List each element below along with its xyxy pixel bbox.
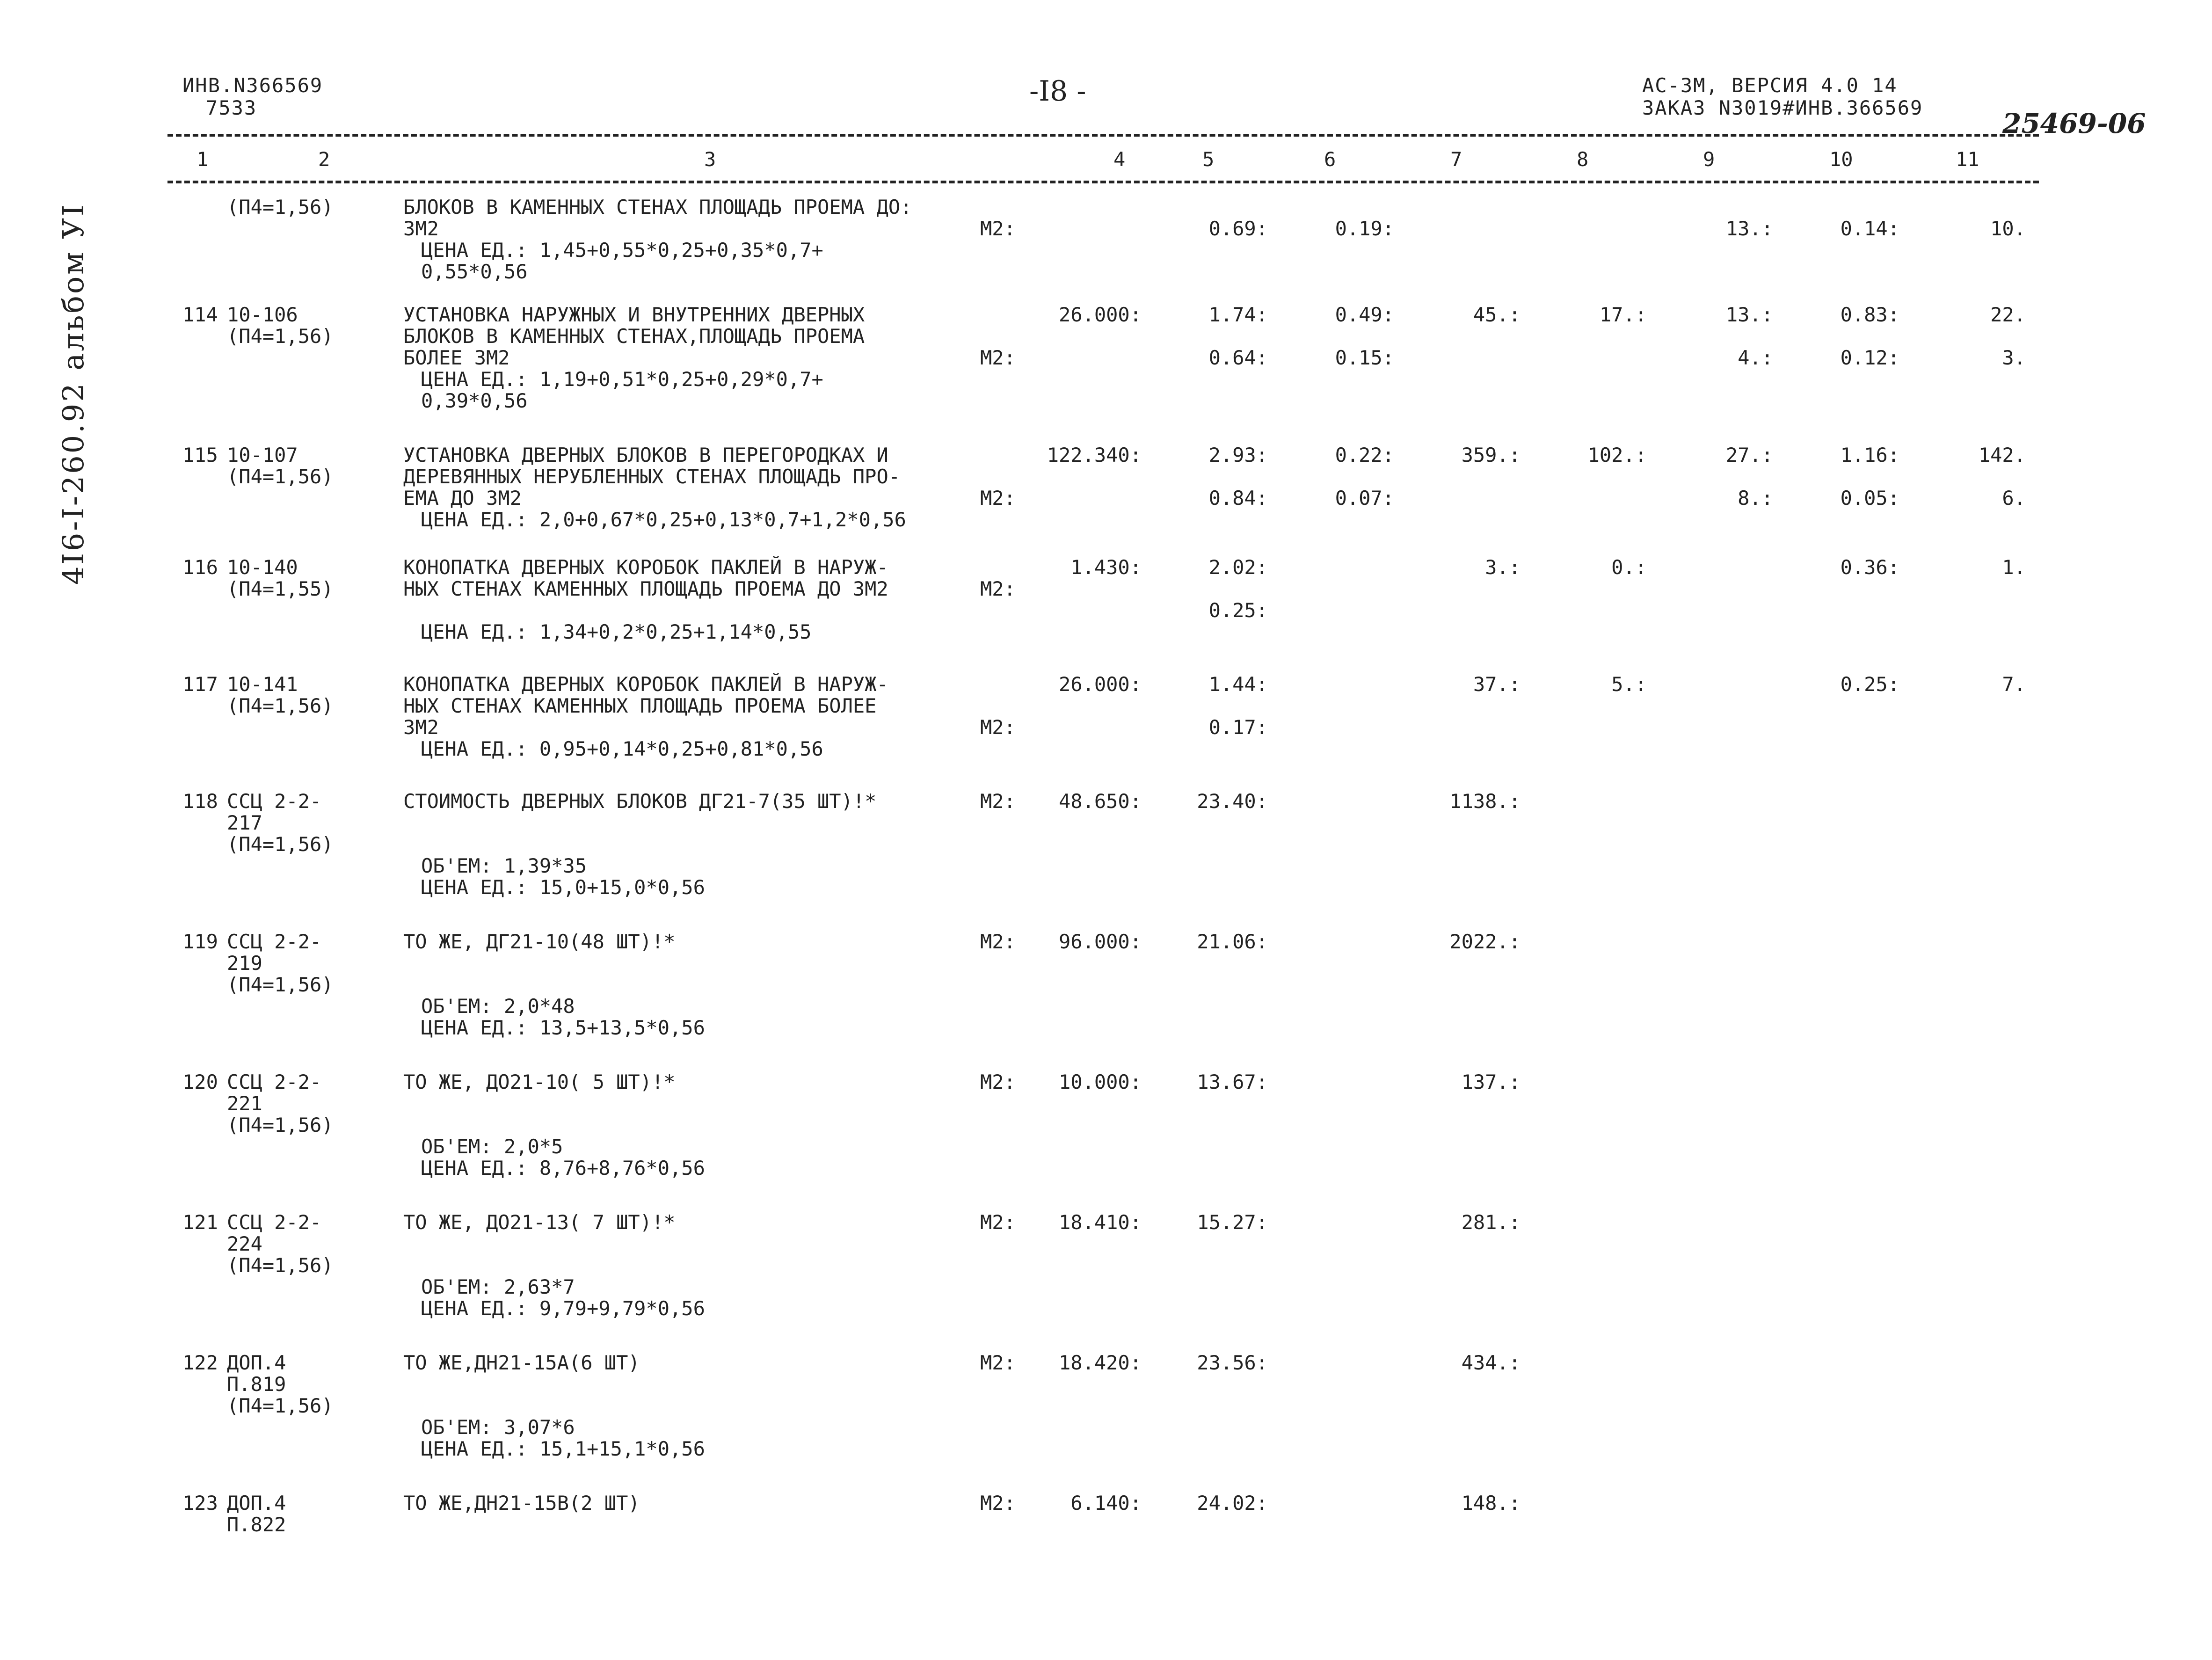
- subcell-col9: 4.:: [1738, 346, 1773, 369]
- row-description-line: БЛОКОВ В КАМЕННЫХ СТЕНАХ,ПЛОЩАДЬ ПРОЕМА: [403, 325, 865, 348]
- row-unit: М2:: [980, 716, 1016, 739]
- cell-col6: 0.19:: [1335, 217, 1394, 240]
- row-unit: М2:: [980, 577, 1016, 600]
- row-unit: М2:: [980, 487, 1016, 510]
- row-code: 10-106: [227, 303, 298, 326]
- column-header: 8: [1577, 148, 1589, 171]
- row-number: 123: [182, 1492, 218, 1514]
- cell-col4: 10.000:: [1058, 1070, 1142, 1093]
- cell-col4: 48.650:: [1058, 790, 1142, 813]
- cell-col4: 1.430:: [1070, 556, 1142, 579]
- header-rule-top: [167, 134, 2039, 137]
- cell-col5: 1.44:: [1208, 673, 1268, 696]
- row-number: 122: [182, 1351, 218, 1374]
- row-code: ССЦ 2-2-: [227, 790, 322, 813]
- cell-col5: 23.40:: [1197, 790, 1268, 813]
- row-code: ССЦ 2-2-: [227, 1070, 322, 1093]
- cell-col4: 18.410:: [1058, 1211, 1142, 1234]
- volume-line: ОБ'ЕМ: 2,0*48: [421, 995, 575, 1018]
- row-description-line: УСТАНОВКА НАРУЖНЫХ И ВНУТРЕННИХ ДВЕРНЫХ: [403, 303, 865, 326]
- row-number: 115: [182, 444, 218, 466]
- cell-col4: 26.000:: [1058, 303, 1142, 326]
- subcell-col6: 0.07:: [1335, 487, 1394, 510]
- unit-price-line: ЦЕНА ЕД.: 1,45+0,55*0,25+0,35*0,7+: [421, 239, 823, 262]
- row-description-line: ТО ЖЕ,ДН21-15В(2 ШТ): [403, 1492, 640, 1514]
- unit-price-line: 0,39*0,56: [421, 389, 528, 412]
- column-header: 9: [1703, 148, 1715, 171]
- row-unit: М2:: [980, 217, 1016, 240]
- row-code: П.819: [227, 1373, 286, 1396]
- row-code: 10-141: [227, 673, 298, 696]
- software-version: АС-3М, ВЕРСИЯ 4.0 14: [1642, 74, 1898, 97]
- header-rule-bottom: [167, 181, 2039, 183]
- inventory-number: ИНВ.N366569: [182, 74, 323, 97]
- subcell-col6: 0.15:: [1335, 346, 1394, 369]
- cell-col5: 24.02:: [1197, 1492, 1268, 1514]
- row-unit: М2:: [980, 1351, 1016, 1374]
- cell-col7: 359.:: [1461, 444, 1521, 466]
- row-unit: М2:: [980, 1070, 1016, 1093]
- cell-col10: 0.25:: [1840, 673, 1899, 696]
- cell-col8: 102.:: [1587, 444, 1647, 466]
- volume-line: ОБ'ЕМ: 2,0*5: [421, 1135, 563, 1158]
- row-unit: М2:: [980, 1211, 1016, 1234]
- row-number: 118: [182, 790, 218, 813]
- cell-col5: 13.67:: [1197, 1070, 1268, 1093]
- cell-col11: 1.: [2002, 556, 2026, 579]
- cell-col11: 7.: [2002, 673, 2026, 696]
- subcell-col5: 0.84:: [1208, 487, 1268, 510]
- subcell-col10: 0.12:: [1840, 346, 1899, 369]
- cell-col11: 22.: [1990, 303, 2026, 326]
- cell-col7: 37.:: [1473, 673, 1521, 696]
- cell-col5: 2.93:: [1208, 444, 1268, 466]
- unit-price-line: ЦЕНА ЕД.: 0,95+0,14*0,25+0,81*0,56: [421, 737, 823, 760]
- column-header: 3: [704, 148, 716, 171]
- cell-col10: 0.36:: [1840, 556, 1899, 579]
- column-header: 4: [1113, 148, 1126, 171]
- cell-col10: 1.16:: [1840, 444, 1899, 466]
- inventory-sub: 7533: [206, 96, 257, 119]
- subcell-col5: 0.17:: [1208, 716, 1268, 739]
- subcell-col11: 6.: [2002, 487, 2026, 510]
- handwritten-number: 25469-06: [2002, 108, 2146, 139]
- row-code: 219: [227, 952, 262, 975]
- row-code: 10-140: [227, 556, 298, 579]
- cell-col4: 18.420:: [1058, 1351, 1142, 1374]
- row-code: ССЦ 2-2-: [227, 930, 322, 953]
- unit-price-line: ЦЕНА ЕД.: 15,0+15,0*0,56: [421, 876, 705, 899]
- album-side-label: 4I6-I-260.92 альбом УI: [56, 203, 90, 585]
- order-number: ЗАКАЗ N3019#ИНВ.366569: [1642, 96, 1923, 119]
- row-code: (П4=1,56): [227, 1394, 334, 1417]
- row-description-line: 3М2: [403, 217, 439, 240]
- cell-col7: 148.:: [1461, 1492, 1521, 1514]
- cell-col5: 2.02:: [1208, 556, 1268, 579]
- row-code: ДОП.4: [227, 1492, 286, 1514]
- row-number: 117: [182, 673, 218, 696]
- row-description-line: УСТАНОВКА ДВЕРНЫХ БЛОКОВ В ПЕРЕГОРОДКАХ И: [403, 444, 888, 466]
- row-description-line: КОНОПАТКА ДВЕРНЫХ КОРОБОК ПАКЛЕЙ В НАРУЖ-: [403, 556, 888, 579]
- cell-col10: 0.83:: [1840, 303, 1899, 326]
- subcell-col10: 0.05:: [1840, 487, 1899, 510]
- subcell-col5: 0.25:: [1208, 599, 1268, 622]
- column-header: 2: [318, 148, 330, 171]
- cell-col5: 0.69:: [1208, 217, 1268, 240]
- volume-line: ОБ'ЕМ: 2,63*7: [421, 1275, 575, 1298]
- cell-col10: 0.14:: [1840, 217, 1899, 240]
- row-code: ССЦ 2-2-: [227, 1211, 322, 1234]
- row-unit: М2:: [980, 346, 1016, 369]
- row-description-line: ДЕРЕВЯННЫХ НЕРУБЛЕННЫХ СТЕНАХ ПЛОЩАДЬ ПРО-: [403, 465, 901, 488]
- row-description-line: 3М2: [403, 716, 439, 739]
- row-description-line: ТО ЖЕ,ДН21-15А(6 ШТ): [403, 1351, 640, 1374]
- cell-col8: 0.:: [1611, 556, 1647, 579]
- unit-price-line: ЦЕНА ЕД.: 1,19+0,51*0,25+0,29*0,7+: [421, 368, 823, 391]
- volume-line: ОБ'ЕМ: 3,07*6: [421, 1416, 575, 1439]
- row-code: 217: [227, 811, 262, 834]
- row-code: (П4=1,56): [227, 694, 334, 717]
- row-description-line: ЕМА ДО 3М2: [403, 487, 522, 510]
- subcell-col9: 8.:: [1738, 487, 1773, 510]
- unit-price-line: ЦЕНА ЕД.: 13,5+13,5*0,56: [421, 1016, 705, 1039]
- cell-col8: 5.:: [1611, 673, 1647, 696]
- cell-col11: 10.: [1990, 217, 2026, 240]
- row-number: 120: [182, 1070, 218, 1093]
- cell-col5: 21.06:: [1197, 930, 1268, 953]
- row-code: (П4=1,56): [227, 833, 334, 856]
- cell-col8: 17.:: [1599, 303, 1647, 326]
- cell-col5: 23.56:: [1197, 1351, 1268, 1374]
- cell-col4: 26.000:: [1058, 673, 1142, 696]
- unit-price-line: ЦЕНА ЕД.: 2,0+0,67*0,25+0,13*0,7+1,2*0,56: [421, 508, 906, 531]
- column-header: 6: [1324, 148, 1336, 171]
- row-description-line: БЛОКОВ В КАМЕННЫХ СТЕНАХ ПЛОЩАДЬ ПРОЕМА ДО:: [403, 196, 912, 218]
- column-header: 5: [1202, 148, 1215, 171]
- row-code: П.822: [227, 1513, 286, 1536]
- subcell-col11: 3.: [2002, 346, 2026, 369]
- row-number: 119: [182, 930, 218, 953]
- cell-col7: 2022.:: [1449, 930, 1521, 953]
- cell-col6: 0.49:: [1335, 303, 1394, 326]
- cell-col9: 13.:: [1725, 217, 1773, 240]
- volume-line: ОБ'ЕМ: 1,39*35: [421, 854, 587, 877]
- cell-col9: 27.:: [1725, 444, 1773, 466]
- row-description-line: СТОИМОСТЬ ДВЕРНЫХ БЛОКОВ ДГ21-7(35 ШТ)!*: [403, 790, 877, 813]
- unit-price-line: ЦЕНА ЕД.: 1,34+0,2*0,25+1,14*0,55: [421, 620, 812, 643]
- row-code: 10-107: [227, 444, 298, 466]
- row-code: (П4=1,56): [227, 1114, 334, 1136]
- row-code: (П4=1,56): [227, 1254, 334, 1277]
- unit-price-line: ЦЕНА ЕД.: 15,1+15,1*0,56: [421, 1437, 705, 1460]
- page-number: -I8 -: [1029, 75, 1086, 108]
- cell-col7: 137.:: [1461, 1070, 1521, 1093]
- row-number: 116: [182, 556, 218, 579]
- cell-col7: 1138.:: [1449, 790, 1521, 813]
- row-description-line: ТО ЖЕ, ДО21-13( 7 ШТ)!*: [403, 1211, 676, 1234]
- row-code: (П4=1,56): [227, 465, 334, 488]
- row-number: 114: [182, 303, 218, 326]
- row-description-line: НЫХ СТЕНАХ КАМЕННЫХ ПЛОЩАДЬ ПРОЕМА ДО 3М2: [403, 577, 888, 600]
- cell-col5: 15.27:: [1197, 1211, 1268, 1234]
- row-unit: М2:: [980, 790, 1016, 813]
- row-code: 224: [227, 1232, 262, 1255]
- unit-price-line: 0,55*0,56: [421, 260, 528, 283]
- cell-col11: 142.: [1978, 444, 2026, 466]
- column-header: 10: [1829, 148, 1853, 171]
- row-description-line: БОЛЕЕ 3М2: [403, 346, 510, 369]
- column-header: 1: [196, 148, 209, 171]
- unit-price-line: ЦЕНА ЕД.: 8,76+8,76*0,56: [421, 1157, 705, 1179]
- row-unit: М2:: [980, 930, 1016, 953]
- cell-col9: 13.:: [1725, 303, 1773, 326]
- unit-price-line: ЦЕНА ЕД.: 9,79+9,79*0,56: [421, 1297, 705, 1320]
- cell-col7: 3.:: [1485, 556, 1521, 579]
- column-header: 11: [1956, 148, 1979, 171]
- row-code: (П4=1,56): [227, 973, 334, 996]
- column-header: 7: [1450, 148, 1463, 171]
- row-number: 121: [182, 1211, 218, 1234]
- row-unit: М2:: [980, 1492, 1016, 1514]
- cell-col4: 96.000:: [1058, 930, 1142, 953]
- row-description-line: ТО ЖЕ, ДО21-10( 5 ШТ)!*: [403, 1070, 676, 1093]
- row-description-line: ТО ЖЕ, ДГ21-10(48 ШТ)!*: [403, 930, 676, 953]
- row-code: 221: [227, 1092, 262, 1115]
- row-code: ДОП.4: [227, 1351, 286, 1374]
- cell-col5: 1.74:: [1208, 303, 1268, 326]
- row-code: (П4=1,55): [227, 577, 334, 600]
- row-code: (П4=1,56): [227, 325, 334, 348]
- row-description-line: КОНОПАТКА ДВЕРНЫХ КОРОБОК ПАКЛЕЙ В НАРУЖ-: [403, 673, 888, 696]
- cell-col7: 281.:: [1461, 1211, 1521, 1234]
- cell-col6: 0.22:: [1335, 444, 1394, 466]
- row-code: (П4=1,56): [227, 196, 334, 218]
- cell-col7: 434.:: [1461, 1351, 1521, 1374]
- cell-col7: 45.:: [1473, 303, 1521, 326]
- cell-col4: 6.140:: [1070, 1492, 1142, 1514]
- cell-col4: 122.340:: [1047, 444, 1142, 466]
- subcell-col5: 0.64:: [1208, 346, 1268, 369]
- row-description-line: НЫХ СТЕНАХ КАМЕННЫХ ПЛОЩАДЬ ПРОЕМА БОЛЕЕ: [403, 694, 877, 717]
